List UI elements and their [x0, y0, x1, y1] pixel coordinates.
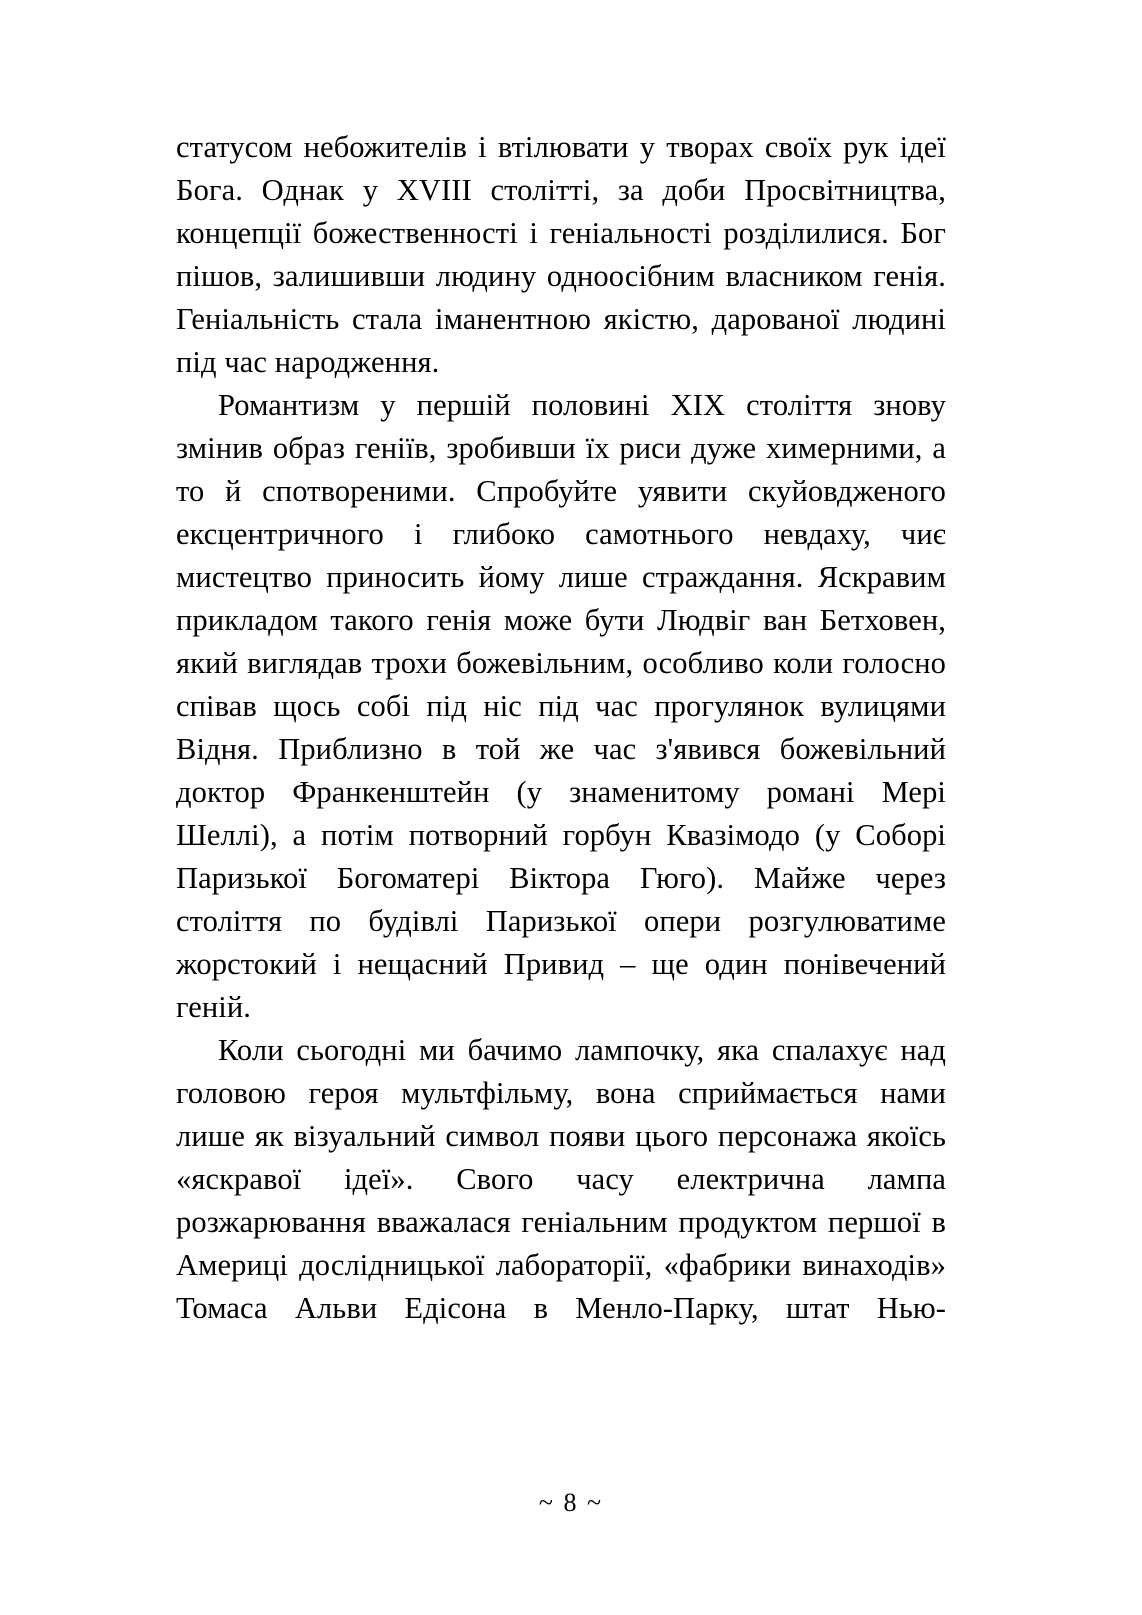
- body-paragraph-3: Коли сьогодні ми бачимо лампочку, яка спалахує над головою героя мультфільму, вона сприймається нами лише як візуальний символ появи цього персонажа якоїсь «яскравої ідеї». Свого часу електрична лампа розжарювання вважалася геніальним продуктом першої в Америці дослідницької лабораторії, «фабрики винаходів» Томаса Альви Едісона в Менло-Парку, штат Нью-: [176, 1033, 946, 1325]
- body-paragraph-1: статусом небожителів і втілювати у творах своїх рук ідеї Бога. Однак у XVIII столітті, за доби Просвітництва, концепції божественності і геніальності розділилися. Бог пішов, залишивши людину одноосібним власником генія. Геніальність стала іманентною якістю, дарованої людині під час народження.: [176, 130, 946, 379]
- body-paragraph-2: Романтизм у першій половині XIX століття знову змінив образ геніїв, зробивши їх риси дуже химерними, а то й спотвореними. Спробуйте уявити скуйовдженого ексцентричного і глибоко самотнього невдаху, чиє мистецтво приносить йому лише страждання. Яскравим прикладом такого генія може бути Людвіг ван Бетховен, який виглядав трохи божевільним, особливо коли голосно співав щось собі під ніс під час прогулянок вулицями Відня. Приблизно в той же час з'явився божевільний доктор Франкенштейн (у знаменитому романі Мері Шеллі), а потім потворний горбун Квазімодо (у Соборі Паризької Богоматері Віктора Гюго). Майже через століття по будівлі Паризької опери розгулюватиме жорстокий і нещасний Привид – ще один понівечений геній.: [176, 388, 946, 1024]
- page-text-column: [176, 126, 946, 1373]
- page-number: ~ 8 ~: [538, 1488, 604, 1517]
